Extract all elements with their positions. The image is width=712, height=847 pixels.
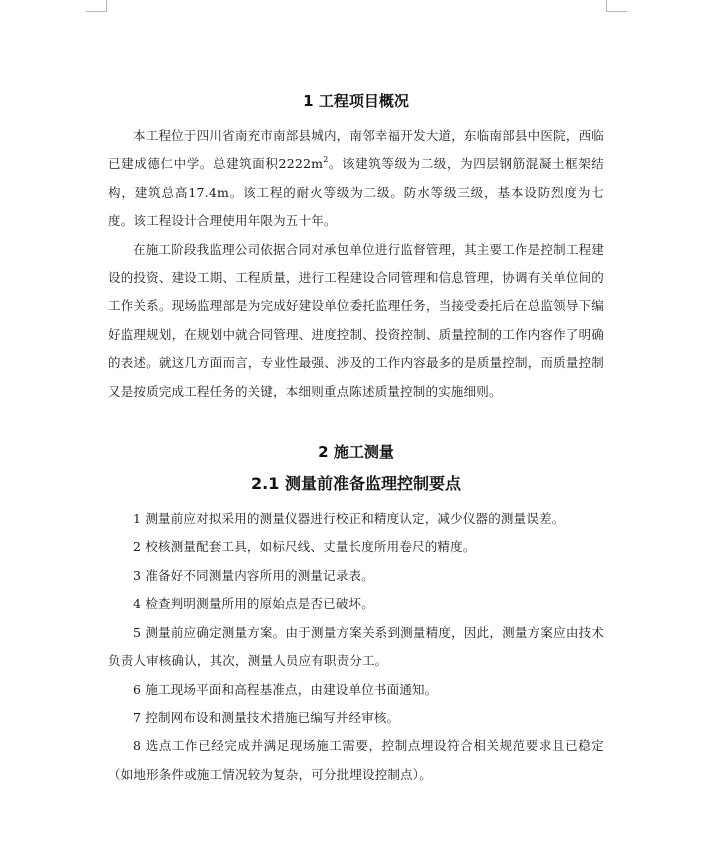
list-item: 4 检查判明测量所用的原始点是否已破坏。	[133, 596, 374, 612]
section-1-heading: 1 工程项目概况	[303, 92, 409, 110]
crop-mark-top-left	[86, 0, 107, 12]
superscript: 2	[323, 155, 329, 165]
section-1-paragraph-1: 本工程位于四川省南充市南部县城内，南邻幸福开发大道，东临南部县中医院，西临已建成德仁中学。总建筑面积$2222m^2$。该建筑等级为二级，为四层钢筋混凝土框架结构，建筑总高17.4m。该工程的耐火等级为二级。防水等级三级，基本设防烈度为七度。该工程设计合理使用年限为五十年。	[108, 128, 605, 229]
list-item: 2 校核测量配套工具，如标尺线、丈量长度所用卷尺的精度。	[133, 539, 476, 555]
document-body	[108, 90, 604, 789]
section-2-heading: 2 施工测量	[318, 443, 394, 462]
list-item: 7 控制网布设和测量技术措施已编写并经审核。	[133, 709, 400, 725]
list-item: 1 测量前应对拟采用的测量仪器进行校正和精度认定，减少仪器的测量误差。	[133, 511, 565, 527]
section-1-paragraph-2: 在施工阶段我监理公司依据合同对承包单位进行监督管理，其主要工作是控制工程建设的投资、建设工期、工程质量，进行工程建设合同管理和信息管理，协调有关单位间的工作关系。现场监理部是为完成好建设单位委托监理任务，当接受委托后在总监领导下编好监理规划，在规划中就合同管理、进度控制、投资控制、质量控制的工作内容作了明确的表述。就这几方面而言，专业性最强、涉及的工作内容最多的是质量控制，而质量控制又是按质完成工程任务的关键，本细则重点陈述质量控制的实施细则。	[108, 241, 604, 399]
list-item: 3 准备好不同测量内容所用的测量记录表。	[133, 567, 374, 583]
list-item: 8 选点工作已经完成并满足现场施工需要，控制点埋设符合相关规范要求且已稳定（如地形条件或施工情况较为复杂，可分批埋设控制点）。	[108, 738, 604, 782]
list-item: 6 施工现场平面和高程基准点，由建设单位书面通知。	[133, 681, 438, 697]
crop-mark-top-right	[606, 0, 627, 12]
subsection-2-1-heading: 2.1 测量前准备监理控制要点	[251, 474, 461, 494]
list-item: 5 测量前应确定测量方案。由于测量方案关系到测量精度，因此，测量方案应由技术负责人审核确认，其次，测量人员应有职责分工。	[108, 624, 604, 669]
